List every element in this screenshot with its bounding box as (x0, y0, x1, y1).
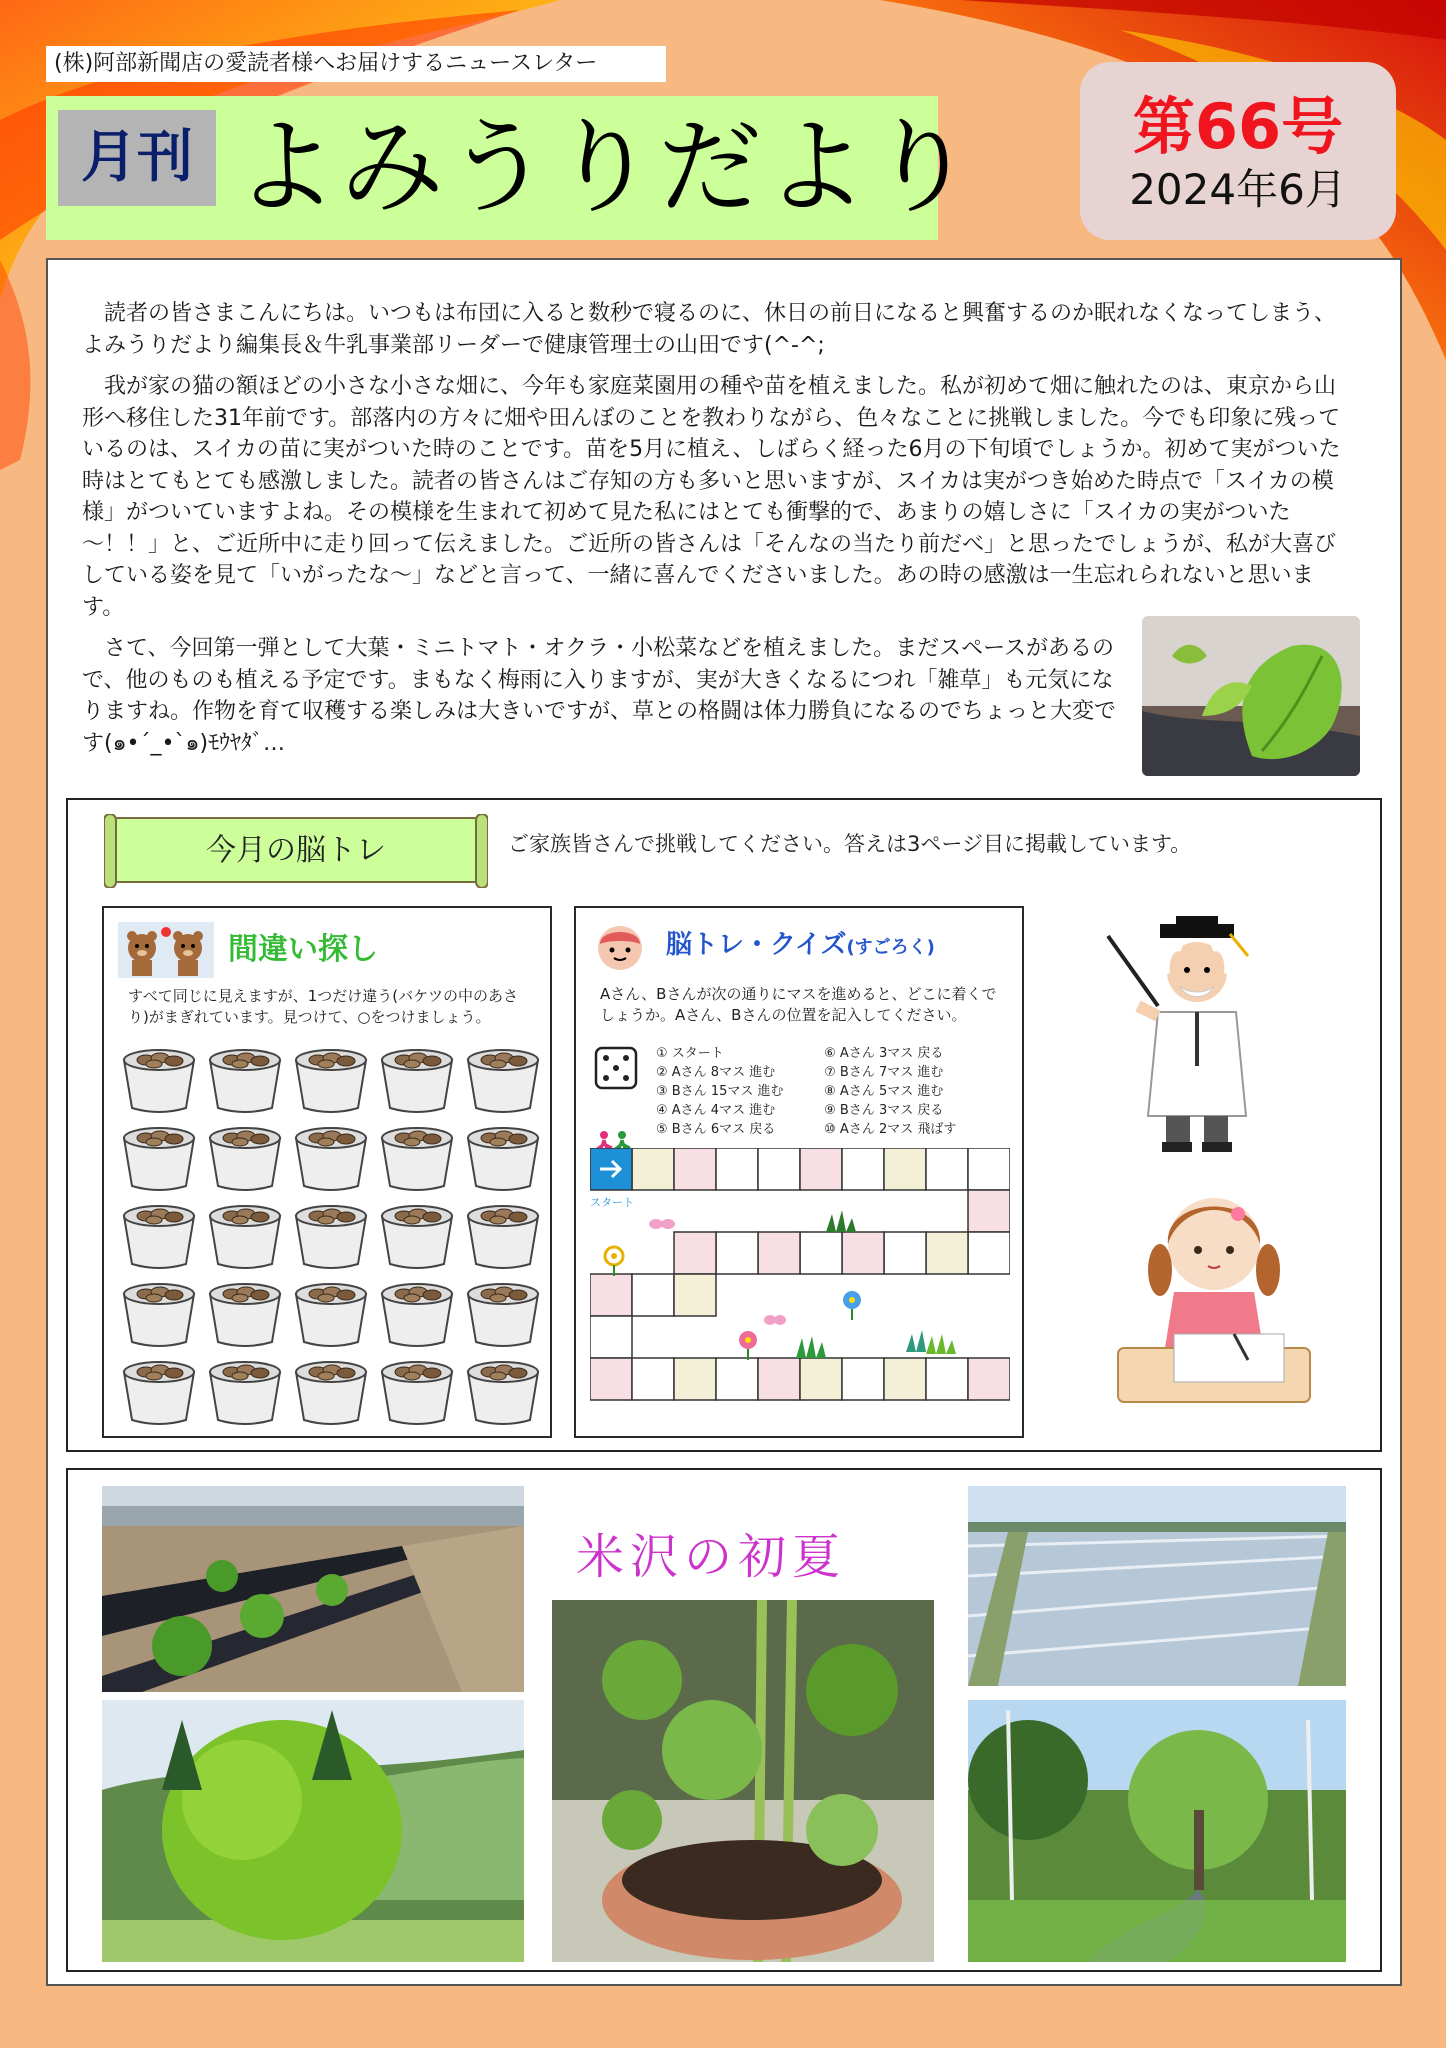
board-cell (632, 1358, 674, 1400)
quiz-desc: Aさん、Bさんが次の通りにマスを進めると、どこに着くでしょうか。Aさん、Bさんの位置を記入してください。 (600, 985, 997, 1024)
board-cell (884, 1148, 926, 1190)
issue-box (1080, 62, 1396, 240)
newsletter-subtitle: (株)阿部新聞店の愛読者様へお届けするニュースレター (46, 46, 666, 82)
photos-title: 米沢の初夏 (576, 1529, 847, 1585)
spot-difference-desc: すべて同じに見えますが、1つだけ違う(バケツの中のあさり)がまぎれています。見つけて、○をつけましょう。 (128, 987, 518, 1026)
clam-bucket[interactable] (382, 1362, 452, 1424)
quiz-steps-left (656, 1044, 820, 1139)
quiz-step: ④ Aさん 4マス 進む (656, 1103, 776, 1118)
flower-icon (843, 1291, 861, 1320)
bear-pair-icon (118, 922, 214, 978)
clam-bucket[interactable] (296, 1128, 366, 1190)
sugoroku-quiz-card (574, 906, 1024, 1438)
tree-photo (102, 1700, 524, 1962)
quiz-step: ⑨ Bさん 3マス 戻る (824, 1103, 944, 1118)
dice-icon (592, 1044, 640, 1092)
monthly-label: 月刊 (58, 110, 216, 206)
board-cell (926, 1232, 968, 1274)
clam-bucket[interactable] (382, 1284, 452, 1346)
board-cell (716, 1232, 758, 1274)
bucket-grid (114, 1038, 544, 1428)
quiz-steps (656, 1044, 988, 1139)
clam-bucket[interactable] (382, 1206, 452, 1268)
intro-paragraph-2: 我が家の猫の額ほどの小さな小さな畑に、今年も家庭菜園用の種や苗を植えました。私が初めて畑に触れたのは、東京から山形へ移住した31年前です。部落内の方々に畑や田んぼのことを教わりながら、色々なことに挑戦しました。今でも印象に残っているのは、スイカの苗に実がついた時のことです。苗を5月に植え、しばらく経った6月の下旬頃でしょうか。初めて実がついた時はとてもとても感激しました。読者の皆さんはご存知の方も多いと思いますが、スイカは実がつき始めた時点で「スイカの模様」がついていますよね。その模様を生まれて初めて見た私にはとても衝撃的で、あまりの嬉しさに「スイカの実がついた～！！」と、ご近所中に走り回って伝えました。ご近所の皆さんは「そんなの当たり前だべ」と思ったでしょうが、私が大喜びしている姿を見て「いがったな～」などと言って、一緒に喜んでくださいました。あの時の感激は一生忘れられないと思います。 (82, 374, 1341, 620)
board-cell (926, 1358, 968, 1400)
quiz-step: ③ Bさん 15マス 進む (656, 1084, 784, 1099)
professor-illustration (1098, 916, 1268, 1156)
clam-bucket[interactable] (124, 1362, 194, 1424)
photos-section (66, 1468, 1382, 1972)
clam-bucket[interactable] (124, 1128, 194, 1190)
clam-bucket[interactable] (296, 1284, 366, 1346)
rice-paddy-photo (968, 1486, 1346, 1686)
clam-bucket[interactable] (210, 1206, 280, 1268)
grass-icon (796, 1336, 826, 1358)
board-cell (674, 1148, 716, 1190)
butterfly-icon (764, 1315, 786, 1325)
board-cell (968, 1190, 1010, 1232)
brain-training-banner: 今月の脳トレ (206, 833, 386, 868)
board-cell (632, 1274, 674, 1316)
board-cell (968, 1148, 1010, 1190)
board-cell (758, 1148, 800, 1190)
quiz-step: ⑥ Aさん 3マス 戻る (824, 1046, 944, 1061)
board-cell (800, 1232, 842, 1274)
intro-paragraph-1: 読者の皆さまこんにちは。いつもは布団に入ると数秒で寝るのに、休日の前日になると興奮するのか眠れなくなってしまう、よみうりだより編集長＆牛乳事業部リーダーで健康管理士の山田です(^-^; (82, 301, 1337, 358)
quiz-title (666, 924, 935, 961)
board-cell (842, 1232, 884, 1274)
start-label: スタート (590, 1196, 634, 1209)
clam-bucket[interactable] (210, 1284, 280, 1346)
board-cell (968, 1358, 1010, 1400)
spot-difference-card (102, 906, 552, 1438)
butterfly-icon (649, 1219, 675, 1229)
clam-bucket[interactable] (124, 1050, 194, 1112)
board-cell (716, 1148, 758, 1190)
board-cell (842, 1148, 884, 1190)
quiz-step: ⑦ Bさん 7マス 進む (824, 1065, 944, 1080)
tomato-pot-photo (552, 1600, 934, 1962)
clam-bucket[interactable] (296, 1206, 366, 1268)
board-cell (800, 1358, 842, 1400)
field-photo (102, 1486, 524, 1692)
quiz-step: ⑤ Bさん 6マス 戻る (656, 1122, 776, 1137)
clam-bucket[interactable] (210, 1362, 280, 1424)
clam-bucket[interactable] (382, 1128, 452, 1190)
board-cell (800, 1148, 842, 1190)
clam-bucket[interactable] (468, 1284, 538, 1346)
clam-bucket[interactable] (468, 1206, 538, 1268)
board-cell (926, 1148, 968, 1190)
clam-bucket[interactable] (296, 1362, 366, 1424)
clam-bucket[interactable] (296, 1050, 366, 1112)
brain-icon (590, 922, 650, 978)
board-cell (968, 1232, 1010, 1274)
board-cell (590, 1316, 632, 1358)
quiz-step: ⑩ Aさん 2マス 飛ばす (824, 1122, 957, 1137)
studying-girl-illustration (1114, 1184, 1314, 1412)
stream-photo (968, 1700, 1346, 1962)
flower-icon (739, 1331, 757, 1360)
board-cell (632, 1148, 674, 1190)
board-cell (674, 1274, 716, 1316)
brain-training-section (66, 798, 1382, 1452)
quiz-step: ⑧ Aさん 5マス 進む (824, 1084, 944, 1099)
issue-number: 第66号 (1132, 90, 1344, 163)
intro-paragraph-3: さて、今回第一弾として大葉・ミニトマト・オクラ・小松菜などを植えました。まだスペースがあるので、他のものも植える予定です。まもなく梅雨に入りますが、実が大きくなるにつれ「雑草」も元気になりますね。作物を育て収穫する楽しみは大きいですが、草との格闘は体力勝負になるのでちょっと大変です(๑•´_•`๑)ﾓｳﾔﾀﾞ… (82, 636, 1117, 756)
grass-icon (906, 1330, 956, 1354)
shiso-sprout-photo (1142, 616, 1360, 776)
clam-bucket[interactable] (210, 1128, 280, 1190)
grass-icon (826, 1210, 856, 1232)
flower-icon (605, 1247, 623, 1276)
board-cell (758, 1232, 800, 1274)
clam-bucket[interactable] (210, 1050, 280, 1112)
board-cell (716, 1358, 758, 1400)
clam-bucket[interactable] (124, 1206, 194, 1268)
board-cell (590, 1274, 632, 1316)
spot-difference-title: 間違い探し (228, 932, 378, 967)
newsletter-title: よみうりだより (234, 106, 977, 228)
issue-date: 2024年6月 (1129, 165, 1347, 214)
board-cell (758, 1358, 800, 1400)
clam-bucket[interactable] (382, 1050, 452, 1112)
clam-bucket[interactable] (468, 1128, 538, 1190)
clam-bucket[interactable] (124, 1284, 194, 1346)
clam-bucket[interactable] (468, 1362, 538, 1424)
board-cell (884, 1232, 926, 1274)
content-box (46, 258, 1402, 1986)
quiz-steps-right (824, 1044, 988, 1139)
title-bar (46, 96, 977, 240)
sugoroku-board (590, 1148, 1010, 1430)
quiz-step: ① スタート (656, 1046, 724, 1061)
brain-training-note: ご家族皆さんで挑戦してください。答えは3ページ目に掲載しています。 (508, 832, 1192, 856)
board-cell (884, 1358, 926, 1400)
clam-bucket[interactable] (468, 1050, 538, 1112)
quiz-step: ② Aさん 8マス 進む (656, 1065, 776, 1080)
quiz-title-main: 脳トレ・クイズ (666, 930, 847, 960)
board-cell (842, 1358, 884, 1400)
quiz-title-sub: (すごろく) (846, 937, 935, 958)
board-cell (674, 1232, 716, 1274)
board-cell (590, 1358, 632, 1400)
board-cell (674, 1358, 716, 1400)
